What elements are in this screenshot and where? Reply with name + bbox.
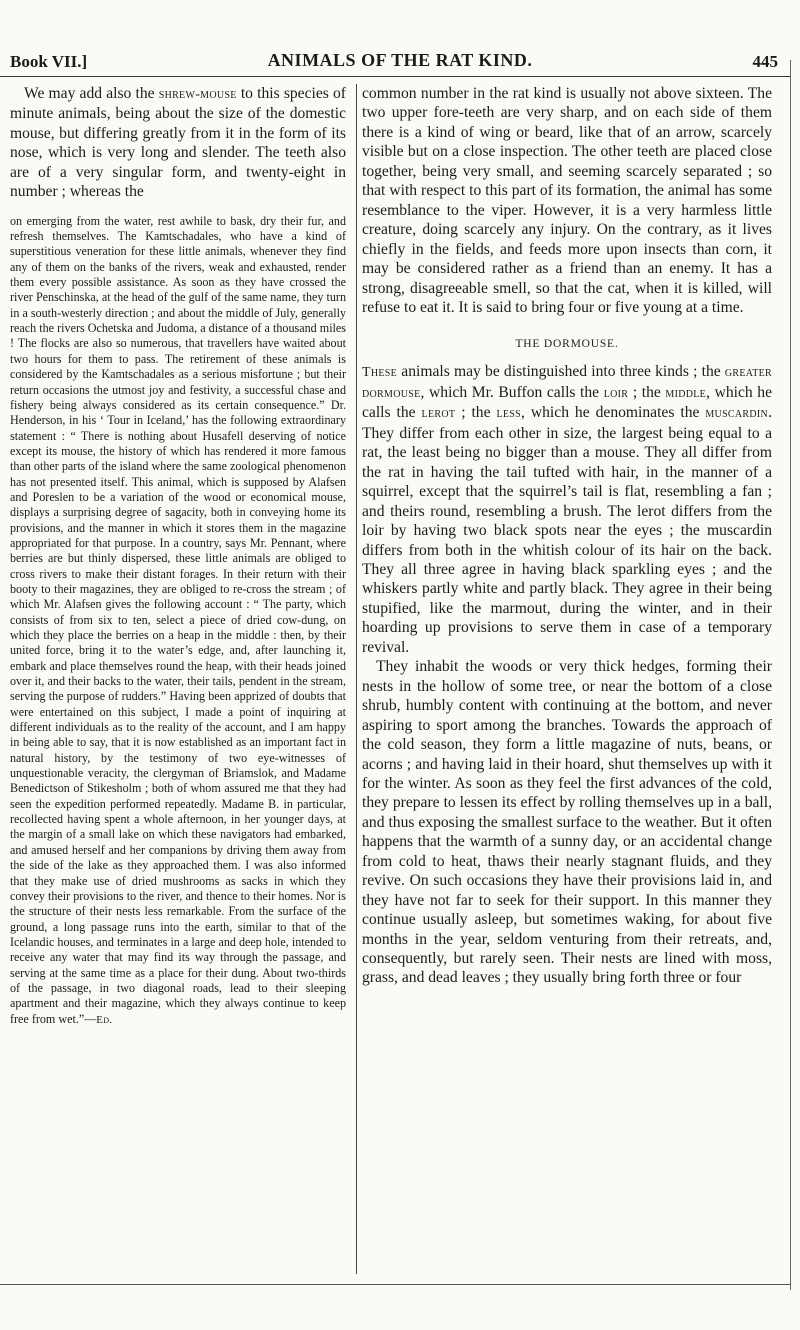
para-text: . They differ from each other in size, the largest being equal to a rat, the least being no bigger than a mouse. They all differ from the rat in having the tail tufted with hair, in the manner of a squirrel, except that the squirrel’s tail is flat, resembling a fan ; and theirs round, resembling a brush. The lerot differs from the loir by having two black spots near the eyes ; the muscardin differs from both in the whitish colour of its hair on the back. They all three agree in having black sparkling eyes ; and the whiskers partly white and partly black. They agree in their being stupified, like the marmout, during the winter, and in their hoarding up provisions to serve them in case of a temporary revival. (362, 404, 772, 656)
page-header (0, 48, 800, 78)
para-text: , which he calls the (362, 383, 772, 422)
term-muscardin: muscardin (705, 405, 769, 422)
term-greater-dormouse: greater dormouse (362, 364, 772, 401)
header-rule (0, 76, 790, 77)
footer-rule (0, 1284, 790, 1285)
page-number: 445 (752, 52, 778, 71)
left-column (10, 84, 346, 1028)
term-lerot: lerot (421, 405, 456, 422)
section-title-dormouse: THE DORMOUSE. (515, 338, 619, 351)
book-label: Book VII.] (10, 52, 88, 71)
para-text: We may add also the (24, 85, 159, 102)
shrew-mouse-continuation: common number in the rat kind is usually not above sixteen. The two upper fore-teeth are very sharp, and on each side of them there is a kind of wing or beard, like that of an arrow, scarcely visible but on a close inspection. The other teeth are placed close together, being very small, and seeming scarcely separated ; so that with respect to this part of its formation, the animal has some resemblance to the viper. However, it is a very harmless little creature, doing scarcely any injury. On the contrary, as it lives chiefly in the fields, and feeds more upon insects than corn, it may be considered rather as a friend than an enemy. It has a strong, disagreeable smell, so that the cat, when it is killed, will refuse to eat it. It is said to bring four or five young at a time. (362, 85, 772, 316)
para-text: to this species of minute animals, being about the size of the domestic mouse, but differing greatly from it in the form of its nose, which is very long and slender. The teeth also are of a very singular form, and twenty-eight in number ; whereas the (10, 85, 346, 201)
shrew-mouse-paragraph (10, 84, 346, 202)
para-text: ; the (455, 404, 497, 422)
dormouse-intro-paragraph (362, 362, 772, 657)
shrew-mouse-term: shrew-mouse (158, 86, 237, 102)
dormouse-habitat-paragraph: They inhabit the woods or very thick hedges, forming their nests in the hollow of some tree, or near the bottom of a close shrub, humbly content with continuing at the bottom, and never aspiring to sport among the branches. Towards the approach of the cold season, they form a little magazine of nuts, beans, or acorns ; and having laid in their hoard, shut themselves up with it for the winter. As soon as they feel the first advances of the cold, they prepare to lessen its effect by rolling themselves up in a ball, and thus exposing the smallest surface to the weather. But it often happens that the warmth of a sunny day, or an accidental change from cold to heat, thaws their nearly stagnant fluids, and they revive. On such occasions they have their provisions laid in, and they have not far to seek for their support. In this manner they continue usually asleep, but sometimes waking, for about five months in the year, seldom venturing from their retreats, and, consequently, but rarely seen. Their nests are lined with moss, grass, and dead leaves ; they usually bring forth three or four (362, 658, 772, 987)
editor-signature: Ed. (96, 1013, 113, 1026)
lead-word: These (362, 364, 398, 381)
para-text: , which Mr. Buffon calls the (420, 383, 604, 401)
term-middle: middle (665, 384, 707, 401)
column-divider (356, 84, 357, 1274)
right-column (362, 84, 772, 988)
running-title: ANIMALS OF THE RAT KIND. (267, 50, 533, 70)
para-text: animals may be distinguished into three kinds ; the (397, 363, 725, 381)
para-text: , which he denominates the (521, 404, 706, 422)
term-less: less (496, 405, 522, 422)
term-loir: loir (603, 384, 629, 401)
page-edge-rule (790, 60, 791, 1290)
para-text: ; the (628, 383, 666, 401)
editor-footnote (10, 214, 346, 1028)
footnote-text: on emerging from the water, rest awhile to bask, dry their fur, and refresh themselves. The Kamtschadales, who have a kind of superstitious veneration for these little animals, whenever they find any of them on the banks of the rivers, weak and exhausted, render them every possible assistance. As soon as they have crossed the river Penschinska, at the head of the gulf of the same name, they turn in a south-westerly direction ; and about the middle of July, generally reach the rivers Ochetska and Judoma, a distance of a thousand miles ! The flocks are also so numerous, that travellers have waited about two hours for them to pass. The retirement of these animals is considered by the Kamtschadales as a serious misfortune ; but their return occasions the utmost joy and festivity, a successful chase and fishery being always considered as its certain consequence.” Dr. Henderson, in his ‘ Tour in Iceland,’ has the following extraordinary statement : “ There is nothing about Husafell deserving of notice except its mouse, the history of which has rendered it more famous than other parts of the island where the same zoological phenomenon has not presented itself. This animal, which is supposed by Alafsen and Poreslen to be a variation of the wood or economical mouse, displays a surprising degree of sagacity, both in conveying home its provisions, and the manner in which it stores them in the magazine appropriated for that purpose. In a country, says Mr. Pennant, where berries are but thinly dispersed, these little animals are obliged to cross rivers to make their distant forages. In their return with their booty to their magazines, they are obliged to re-cross the stream ; of which Mr. Alafsen gives the following account : “ The party, which consists of from six to ten, select a piece of dried cow-dung, on which they place the berries on a heap in the middle : then, by their united force, bring it to the water’s edge, and, after launching it, embark and place themselves round the heap, with their heads joined over it, and their backs to the water, their tails, pendent in the stream, serving the purpose of rudders.” Having been apprized of doubts that were entertained on this subject, I made a point of inquiring at different individuals as to the reality of the account, and I am happy in being able to say, that it is now established as an important fact in natural history, by the testimony of two eye-witnesses of unquestionable veracity, the clergyman of Briamslok, and Madame Benedictson of Stikesholm ; both of whom assured me that they had seen the expedition performed repeatedly. Madame B. in particular, recollected having spent a whole afternoon, in her younger days, at the margin of a small lake on which these navigators had embarked, and amused herself and her companions by driving them away from the side of the lake as they approached them. I was also informed that they make use of dried mushrooms as sacks in which they convey their provisions to the river, and thence to their homes. Nor is the structure of their nests less remarkable. From the surface of the ground, a long passage runs into the earth, similar to that of the Icelandic houses, and terminates in a large and deep hole, intended to receive any water that may find its way through the passage, and serving at the same time as a place for their dung. About two-thirds of the passage, in two diagonal roads, lead to their sleeping apartment and their magazine, which they always continue to keep free from wet.”— (10, 213, 346, 1026)
